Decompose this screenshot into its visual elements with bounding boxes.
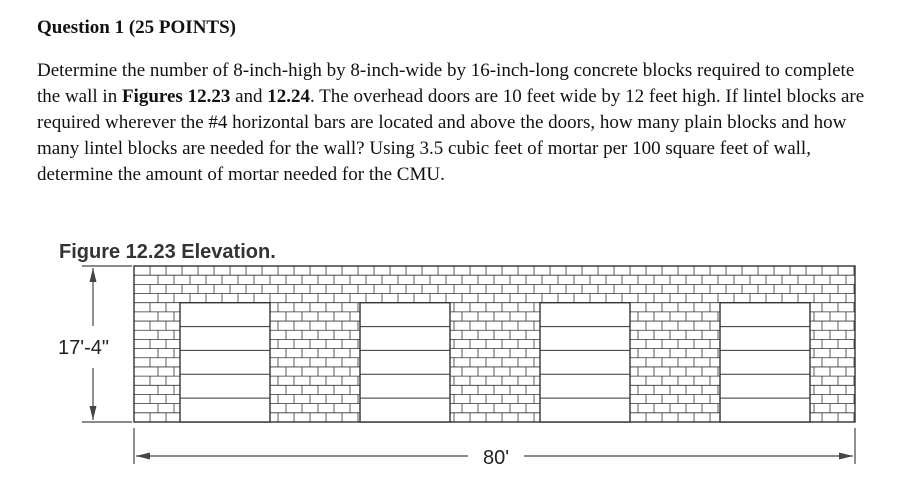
question-title: Question 1 (25 POINTS) xyxy=(37,17,236,38)
overhead-door xyxy=(360,303,450,422)
question-text-part-2: . The overhead doors are 10 feet wide by 12 feet high. If lintel blocks are required wherever the #4 horizontal bars are located and above the doors, how many plain blocks and how many lintel blocks are needed for the wall? Using 3.5 cubic feet of mortar per 100 square feet of wall, determine the amount of mortar needed for the CMU. xyxy=(37,86,865,185)
height-arrow-down xyxy=(90,406,97,420)
figure-caption: Figure 12.23 Elevation. xyxy=(59,241,276,263)
overhead-door xyxy=(540,303,630,422)
overhead-doors xyxy=(180,303,810,422)
width-arrow-left xyxy=(136,453,150,460)
figure-ref-1224: 12.24 xyxy=(267,86,311,107)
width-arrow-right xyxy=(839,453,853,460)
height-arrow-up xyxy=(90,268,97,282)
figure-ref-1223: Figures 12.23 xyxy=(121,86,231,107)
overhead-door xyxy=(720,303,810,422)
height-dimension-label: 17'-4" xyxy=(58,337,109,359)
overhead-door xyxy=(180,303,270,422)
question-text-and: and xyxy=(230,86,268,107)
question-text-part-1: Determine the number of 8-inch-high by 8-inch-wide by 16-inch-long concrete blocks required to complete the wall in xyxy=(37,60,855,107)
width-dimension-label: 80' xyxy=(482,447,510,469)
